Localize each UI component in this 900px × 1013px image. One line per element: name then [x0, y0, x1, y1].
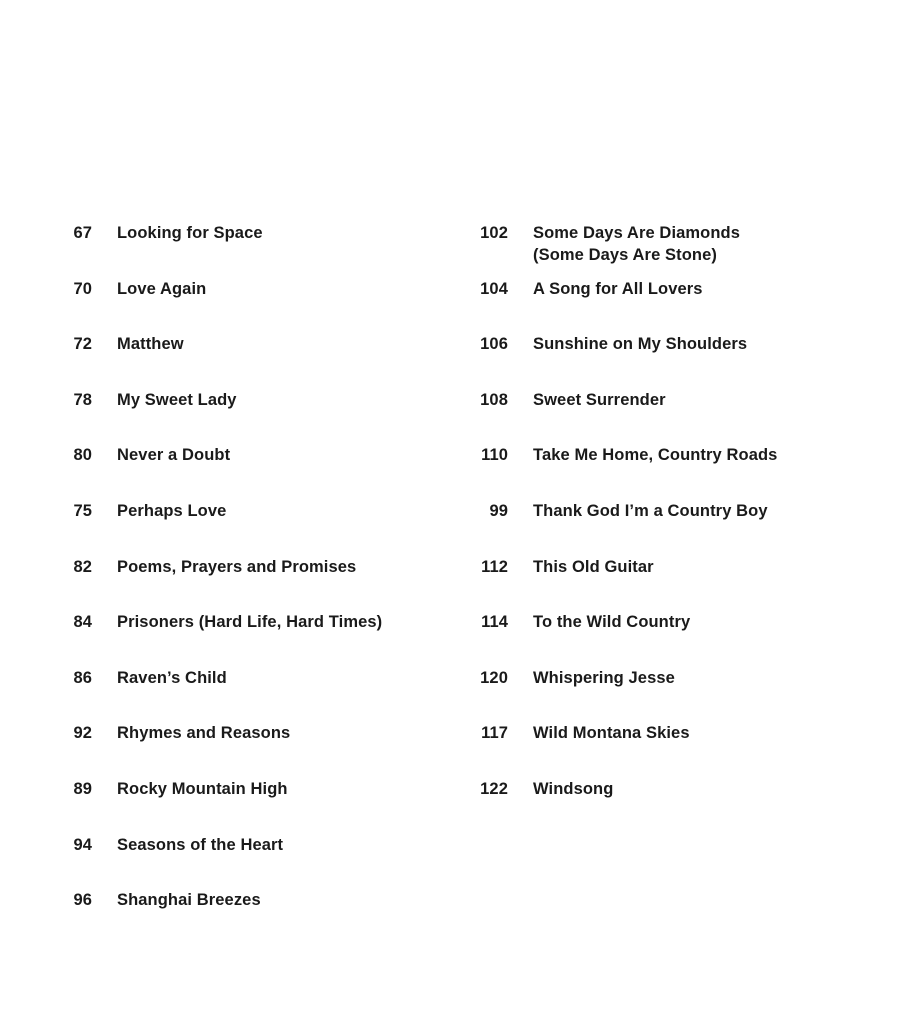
- toc-entry[interactable]: [56, 222, 436, 278]
- song-title: Seasons of the Heart: [117, 835, 284, 854]
- page-number: 96: [73, 891, 92, 910]
- toc-entry[interactable]: [462, 667, 882, 723]
- page-number: 75: [73, 501, 92, 520]
- page-number: 110: [481, 446, 508, 465]
- page-number: 120: [480, 668, 508, 687]
- page-number: 112: [481, 557, 508, 576]
- song-title: Perhaps Love: [117, 501, 227, 520]
- page-number: 92: [73, 724, 92, 743]
- page-number: 67: [73, 224, 92, 242]
- toc-entry[interactable]: [462, 333, 882, 389]
- song-title: Sunshine on My Shoulders: [533, 335, 748, 354]
- song-title: Sweet Surrender: [533, 390, 666, 409]
- song-title: Prisoners (Hard Life, Hard Times): [117, 613, 383, 632]
- page-number: 99: [489, 501, 508, 520]
- page-number: 72: [73, 335, 92, 354]
- song-title: Wild Montana Skies: [533, 724, 690, 743]
- toc-entry[interactable]: [462, 278, 882, 334]
- toc-entry[interactable]: [56, 556, 436, 612]
- song-title: My Sweet Lady: [117, 390, 237, 409]
- song-title: Looking for Space: [117, 224, 263, 242]
- song-title: A Song for All Lovers: [533, 279, 703, 298]
- song-title: Whispering Jesse: [533, 668, 675, 687]
- toc-entry[interactable]: [56, 278, 436, 334]
- toc-entry[interactable]: [462, 500, 882, 556]
- page-number: 70: [73, 279, 92, 298]
- toc-entry[interactable]: [462, 611, 882, 667]
- song-title: Love Again: [117, 279, 207, 298]
- page-number: 117: [481, 724, 508, 743]
- toc-entry[interactable]: [56, 333, 436, 389]
- song-title: Take Me Home, Country Roads: [533, 446, 778, 465]
- toc-left-column: [56, 222, 436, 945]
- song-title: [533, 222, 882, 266]
- toc-entry[interactable]: [462, 778, 882, 834]
- toc-right-column: [462, 222, 882, 834]
- toc-entry[interactable]: [462, 556, 882, 612]
- song-title: Thank God I’m a Country Boy: [533, 501, 768, 520]
- page-number: 80: [73, 446, 92, 465]
- song-title: Windsong: [533, 779, 614, 798]
- toc-entry[interactable]: [56, 778, 436, 834]
- page-number: 86: [73, 668, 92, 687]
- page-number: 104: [480, 279, 508, 298]
- song-title: Shanghai Breezes: [117, 891, 261, 910]
- song-subtitle-line: (Some Days Are Stone): [533, 246, 717, 264]
- song-title: Rhymes and Reasons: [117, 724, 291, 743]
- song-title: Rocky Mountain High: [117, 779, 288, 798]
- toc-entry[interactable]: [56, 389, 436, 445]
- page-number: 114: [481, 613, 508, 632]
- toc-entry[interactable]: [56, 611, 436, 667]
- page-number: 106: [480, 335, 508, 354]
- toc-entry[interactable]: [462, 389, 882, 445]
- toc-entry[interactable]: [56, 722, 436, 778]
- song-title: Poems, Prayers and Promises: [117, 557, 357, 576]
- page-number: 78: [73, 390, 92, 409]
- toc-entry[interactable]: [462, 444, 882, 500]
- page-number: 94: [73, 835, 92, 854]
- toc-entry[interactable]: [56, 500, 436, 556]
- page-number: 108: [480, 390, 508, 409]
- song-title: To the Wild Country: [533, 613, 691, 632]
- toc-entry[interactable]: [56, 667, 436, 723]
- toc-entry[interactable]: [56, 834, 436, 890]
- page-number: 84: [73, 613, 92, 632]
- song-title: Raven’s Child: [117, 668, 227, 687]
- page-number: 89: [73, 779, 92, 798]
- song-title: Matthew: [117, 335, 184, 354]
- toc-entry[interactable]: [462, 722, 882, 778]
- toc-entry[interactable]: [462, 222, 882, 278]
- page-number: 82: [73, 557, 92, 576]
- song-title: Never a Doubt: [117, 446, 231, 465]
- page-number: 102: [480, 224, 508, 242]
- page-number: 122: [480, 779, 508, 798]
- toc-entry[interactable]: [56, 444, 436, 500]
- song-title-line: Some Days Are Diamonds: [533, 224, 740, 242]
- song-title: This Old Guitar: [533, 557, 654, 576]
- toc-entry[interactable]: [56, 889, 436, 945]
